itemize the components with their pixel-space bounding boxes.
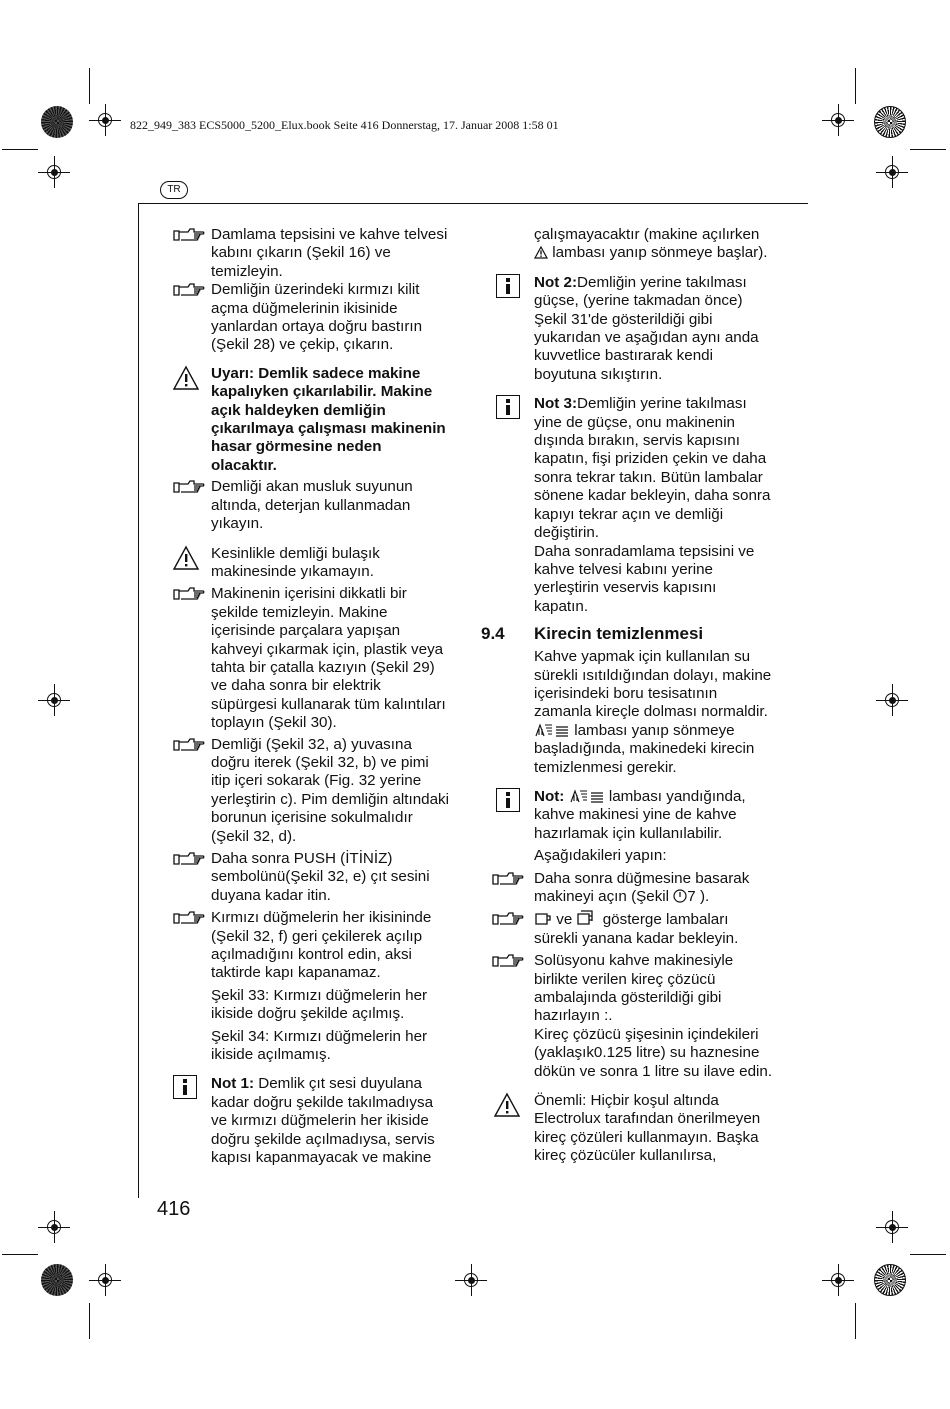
descale-icon bbox=[569, 789, 589, 803]
item-text: Kireç çözücü şişesinin içindekileri (yaklaşık0.125 litre) su haznesine dökün ve sonra 1 litre su ilave edin. bbox=[534, 1025, 773, 1080]
note-body: Demlik çıt sesi duyulana kadar doğru şekilde takılmadıysa ve kırmızı düğmelerin her ikiside doğru şekilde açılmadıysa, servis kapısı kapanmayacak ve makine bbox=[211, 1075, 435, 1167]
paragraph-text: Şekil 34: Kırmızı düğmelerin her ikiside açılmamış. bbox=[211, 1027, 428, 1064]
instruction-item bbox=[173, 736, 473, 846]
paragraph bbox=[173, 987, 473, 1024]
warning-text: Uyarı: Demlik sadece makine kapalıyken çıkarılabilir. Makine açık haldeyken demliğin çıkarılmaya çalışması makinenin hasar görmesine neden olacaktır. bbox=[211, 364, 446, 474]
trim-line bbox=[2, 149, 38, 150]
item-text: Demliği akan musluk suyunun altında, deterjan kullanmadan yıkayın. bbox=[211, 478, 413, 533]
note-label: Not 3: bbox=[534, 395, 578, 413]
continued-note bbox=[492, 226, 802, 263]
note-text bbox=[534, 395, 802, 542]
instruction-item bbox=[492, 870, 802, 907]
note-body: Demliğin yerine takılması güçse, (yerine takmadan önce) Şekil 31'de gösterildiği gibi yukarıdan ve aşağıdan aynı anda kuvvetlice bastırarak kendi boyutuna sıkıştırın. bbox=[534, 273, 759, 383]
pointing-hand-icon bbox=[173, 587, 205, 601]
trim-line bbox=[910, 149, 946, 150]
item-text: Solüsyonu kahve makinesiyle birlikte verilen kireç çözücü ambalajında gösterildiği gibi hazırlayın :. bbox=[534, 952, 734, 1025]
warning-item bbox=[173, 545, 473, 582]
pointing-hand-icon bbox=[173, 852, 205, 866]
pointing-hand-icon bbox=[492, 872, 524, 886]
trim-line bbox=[2, 1254, 38, 1255]
item-text: Demliği (Şekil 32, a) yuvasına doğru iterek (Şekil 32, b) ve pimi itip içeri sokarak (Fig. 32 yerine yerleştirin c). Pim demliğin altındaki borunun içerisine sokulmalıdır (Şekil 32, d). bbox=[211, 735, 450, 845]
pointing-hand-icon bbox=[492, 954, 524, 968]
single-cup-icon bbox=[534, 912, 552, 926]
pointing-hand-icon bbox=[173, 283, 205, 297]
trim-line bbox=[89, 68, 90, 104]
warning-text: Kesinlikle demliği bulaşık makinesinde yıkamayın. bbox=[211, 544, 380, 580]
note-item bbox=[492, 274, 802, 384]
instruction-item bbox=[173, 909, 473, 983]
paragraph bbox=[492, 847, 802, 865]
item-text bbox=[534, 911, 738, 946]
note-body: Demliğin yerine takılması yine de güçse, onu makinenin dışında bırakın, servis kapısını kapatın, fişi priziden çekin ve daha sonra tekrar takın. Bütün lambalar sönene kadar bekleyin, daha sonra kapıyı tekrar açın ve demliği değiştirin. bbox=[534, 395, 771, 542]
note-label: Not: bbox=[534, 787, 565, 805]
note-text bbox=[211, 1075, 473, 1167]
warning-icon bbox=[534, 246, 548, 259]
trim-line bbox=[910, 1254, 946, 1255]
pointing-hand-icon bbox=[173, 738, 205, 752]
item-text: Kırmızı düğmelerin her ikisininde (Şekil 32, f) geri çekilerek açılıp açılmadığını kontrol edin, aksi taktirde kapı kapanamaz. bbox=[211, 909, 432, 982]
note-text bbox=[534, 274, 802, 384]
pointing-hand-icon bbox=[173, 911, 205, 925]
paragraph-line bbox=[534, 722, 802, 777]
paragraph-text: çalışmayacaktır (makine açılırken bbox=[534, 226, 760, 243]
info-icon bbox=[496, 395, 520, 419]
instruction-item bbox=[173, 478, 473, 533]
instruction-item bbox=[173, 226, 473, 281]
power-icon bbox=[673, 889, 687, 903]
item-text-part: gösterge lambaları sürekli yanana kadar bekleyin. bbox=[534, 911, 739, 947]
instruction-item bbox=[173, 281, 473, 355]
info-icon bbox=[496, 274, 520, 298]
paragraph-text: Aşağıdakileri yapın: bbox=[534, 847, 667, 865]
paragraph bbox=[492, 648, 802, 777]
paragraph-text: Kahve yapmak için kullanılan su sürekli ısıtıldığından dolayı, makine içerisindeki boru tesisatının zamanla kireçle dolması normaldir. bbox=[534, 648, 772, 721]
left-column bbox=[173, 226, 473, 1168]
warning-item bbox=[492, 1092, 802, 1166]
water-tank-icon bbox=[589, 791, 605, 803]
continued-line bbox=[534, 244, 802, 262]
right-column bbox=[481, 226, 802, 1166]
item-text-part: Daha sonra düğmesine basarak makineyi açın (Şekil bbox=[534, 869, 750, 905]
item-text: Demliğin üzerindeki kırmızı kilit açma düğmelerinin ikisinide yanlardan ortaya doğru bastırın (Şekil 28) ve çekip, çıkarın. bbox=[211, 281, 423, 354]
descale-icon bbox=[534, 723, 554, 737]
color-target-top-left bbox=[41, 106, 73, 138]
warning-icon bbox=[494, 1092, 520, 1118]
note-item bbox=[173, 1075, 473, 1167]
note-body: kahve makinesi yine de kahve hazırlamak için kullanılabilir. bbox=[534, 806, 737, 842]
warning-item bbox=[173, 365, 473, 475]
note-item bbox=[492, 395, 802, 616]
item-text-part: ve bbox=[552, 911, 577, 929]
item-text-part: 7 ). bbox=[687, 888, 710, 905]
note-body: lambası yandığında, bbox=[604, 787, 746, 805]
info-icon bbox=[496, 788, 520, 812]
section-number: 9.4 bbox=[481, 624, 505, 644]
item-text bbox=[534, 870, 749, 905]
trim-line bbox=[89, 1303, 90, 1339]
color-target-bottom-left bbox=[41, 1264, 73, 1296]
info-icon bbox=[173, 1075, 197, 1099]
water-tank-icon bbox=[554, 725, 570, 737]
item-text: Makinenin içerisini dikkatli bir şekilde temizleyin. Makine içerisinde parçalara yapışan kahveyi çıkarmak için, plastik veya tahta bir çatalla kazıyın (Şekil 29) ve daha sonra bir elektrik süpürgesi kullanarak tüm kalıntıları toplayın (Şekil 30). bbox=[211, 585, 446, 732]
instruction-item bbox=[173, 850, 473, 905]
paragraph-text: lambası yanıp sönmeye başladığında, makinedeki kirecin temizlenmesi gerekir. bbox=[534, 721, 755, 776]
top-rule bbox=[138, 203, 808, 204]
warning-text: Önemli: Hiçbir koşul altında Electrolux tarafından önerilmeyen kireç çözüleri kullanmayın. Başka kireç çözücüler kullanılırsa, bbox=[534, 1092, 761, 1165]
color-target-top-right bbox=[874, 106, 906, 138]
instruction-item bbox=[492, 952, 802, 1081]
double-cup-icon bbox=[576, 910, 598, 926]
warning-icon bbox=[173, 545, 199, 571]
note-item bbox=[492, 788, 802, 843]
section-heading bbox=[481, 624, 802, 644]
instruction-item bbox=[173, 585, 473, 732]
left-rule bbox=[138, 203, 139, 1198]
paragraph-text: Daha sonradamlama tepsisini ve kahve telvesi kabını yerine yerleştirin veservis kapısını kapatın. bbox=[534, 542, 755, 615]
trim-line bbox=[855, 68, 856, 104]
print-header: 822_949_383 ECS5000_5200_Elux.book Seite 416 Donnerstag, 17. Januar 2008 1:58 01 bbox=[130, 118, 559, 132]
instruction-item bbox=[492, 910, 802, 948]
note-label: Not 2: bbox=[534, 273, 578, 291]
language-badge: TR bbox=[160, 181, 188, 199]
color-target-bottom-right bbox=[874, 1264, 906, 1296]
pointing-hand-icon bbox=[173, 228, 205, 242]
pointing-hand-icon bbox=[173, 480, 205, 494]
pointing-hand-icon bbox=[492, 912, 524, 926]
note-label: Not 1: bbox=[211, 1075, 255, 1093]
paragraph bbox=[173, 1028, 473, 1065]
paragraph-text: Şekil 33: Kırmızı düğmelerin her ikiside doğru şekilde açılmış. bbox=[211, 986, 428, 1023]
item-text: Daha sonra PUSH (İTİNİZ) sembolünü(Şekil 32, e) çıt sesini duyana kadar itin. bbox=[211, 850, 430, 904]
note-line bbox=[534, 788, 802, 806]
trim-line bbox=[855, 1303, 856, 1339]
page-number: 416 bbox=[157, 1198, 191, 1220]
warning-icon bbox=[173, 365, 199, 391]
item-text: Damlama tepsisini ve kahve telvesi kabını çıkarın (Şekil 16) ve temizleyin. bbox=[211, 226, 448, 280]
section-title: Kirecin temizlenmesi bbox=[534, 624, 704, 644]
paragraph-text: lambası yanıp sönmeye başlar). bbox=[548, 244, 768, 262]
